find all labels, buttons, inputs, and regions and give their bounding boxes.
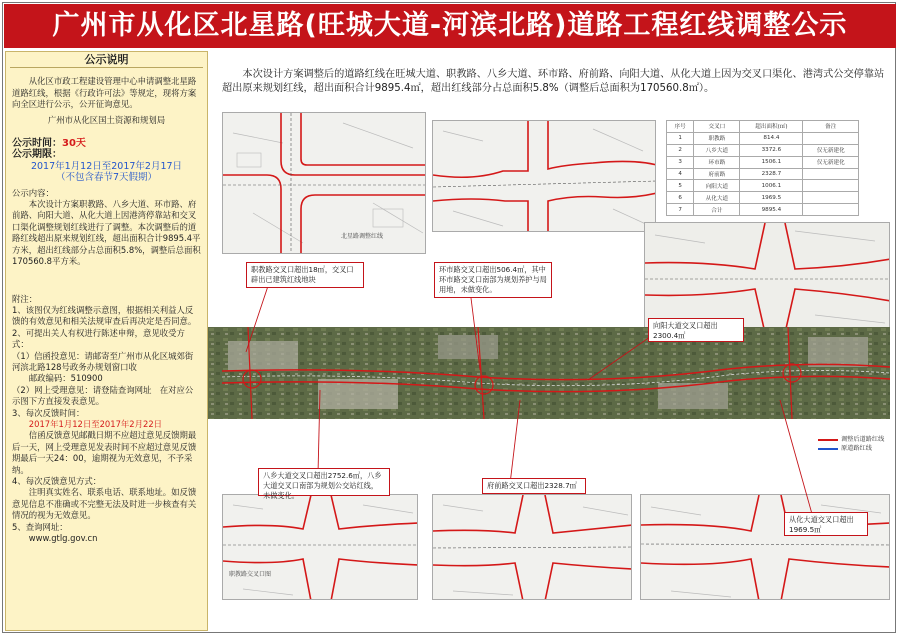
table-cell: 1: [667, 132, 694, 144]
dates-note: （不包含春节7天假期）: [55, 172, 158, 184]
table-cell: 7: [667, 204, 694, 216]
callout-baxiang: 八乡大道交叉口超出2752.6㎡，八乡大道交叉口南部为规划公交站红线，未做变化。: [258, 468, 390, 496]
callout-xiangyang: 向阳大道交叉口超出2300.4㎡: [648, 318, 744, 342]
note-3-value: 2017年1月12日至2017年2月22日: [28, 418, 163, 429]
table-header: 交叉口: [694, 121, 740, 133]
table-cell: 2328.7: [740, 168, 803, 180]
content-label: 公示内容：: [12, 187, 54, 198]
note-3-text: 信函反馈意见邮戳日期不应超过意见反馈期最后一天，网上受理意见发表时间不应超过意见反馈期最后一天24：00，逾期视为无效意见，不予采纳。: [12, 430, 197, 475]
table-cell: 3: [667, 156, 694, 168]
table-cell: 9895.4: [740, 204, 803, 216]
callout-fuqian: 府前路交叉口超出2328.7㎡: [482, 478, 586, 494]
table-cell: 从化大道: [694, 192, 740, 204]
table-cell: 3372.6: [740, 144, 803, 156]
page-title: 广州市从化区北星路(旺城大道-河滨北路)道路工程红线调整公示: [4, 4, 896, 48]
table-header: 备注: [803, 121, 859, 133]
legend-line-blue: [818, 448, 838, 450]
table-cell: 1969.5: [740, 192, 803, 204]
table-cell: 八乡大道: [694, 144, 740, 156]
table-cell: 6: [667, 192, 694, 204]
note-3-label: 3、每次反馈时间：: [12, 407, 85, 418]
note-2b: 邮政编码：510900: [28, 373, 103, 384]
note-4: 4、每次反馈意见方式：: [12, 476, 102, 486]
table-cell: 环市路: [694, 156, 740, 168]
table-cell: 2: [667, 144, 694, 156]
table-cell: 府前路: [694, 168, 740, 180]
dates-label: 公示期限：: [12, 149, 62, 161]
legend-label-original: 原道路红线: [841, 445, 872, 452]
table-cell: 1506.1: [740, 156, 803, 168]
period-value: 30天: [62, 138, 86, 150]
map-label-2: 职教路交叉口图: [229, 571, 272, 578]
notes-label: 附注：: [12, 293, 38, 304]
legend-line-red: [818, 439, 838, 441]
intro-paragraph: 本次设计方案调整后的道路红线在旺城大道、职教路、八乡大道、环市路、府前路、向阳大道、从化大道上因为交叉口渠化、港湾式公交停靠站超出原来规划红线，超出面积合计9895.4㎡，超出红线部分占总面积5.8%（调整后总面积为170560.8㎡）。: [222, 69, 885, 94]
notice-header: 公示说明: [10, 52, 203, 68]
note-1: 1、该图仅为红线调整示意图，根据相关利益人反馈的有效意见和相关法规审查后再决定是否同意。: [12, 304, 197, 327]
note-4-text: 注明真实姓名、联系电话、联系地址。如反馈意见信息不准确或不完整无法及时进一步核查有关情况的视为无效意见。: [12, 487, 197, 521]
query-url[interactable]: www.gtlg.gov.cn: [28, 533, 98, 544]
legend-label-adjusted: 调整后道路红线: [841, 436, 885, 443]
callout-conghua: 从化大道交叉口超出1969.5㎡: [784, 512, 868, 536]
note-2a: （1）信函投意见：请邮寄至广州市从化区城郊街河滨北路128号政务办规划窗口收: [12, 350, 194, 372]
note-2c: （2）网上受理意见：请登陆查询网址 在对应公示图下方直接发表意见。: [12, 384, 194, 407]
table-cell: 仅无新建化: [803, 156, 859, 168]
table-cell: 1006.1: [740, 180, 803, 192]
period-label: 公示时间：: [12, 138, 62, 150]
callout-zhijiao: 职教路交叉口超出18㎡，交叉口辟出已建筑红线地块: [246, 262, 364, 288]
table-cell: 职教路: [694, 132, 740, 144]
notice-org: 广州市从化区国土资源和规划局: [47, 114, 166, 125]
legend-item-adjusted: [818, 435, 888, 444]
note-5: 5、查询网址：: [12, 521, 68, 532]
map-legend: [818, 435, 888, 453]
table-cell: 4: [667, 168, 694, 180]
table-cell: 5: [667, 180, 694, 192]
table-cell: 向阳大道: [694, 180, 740, 192]
table-cell: 仅无新建化: [803, 144, 859, 156]
content-text: 本次设计方案职教路、八乡大道、环市路、府前路、向阳大道、从化大道上因港湾停靠站和交叉口渠化调整规划红线进行了调整。本次调整后的道路红线超出原来规划红线，超出面积合计9895.4平方米，超出红线部分占总面积5.8%，调整后总面积170560.8平方米。: [12, 199, 201, 267]
note-2: 2、可提出关人有权进行陈述申辩，意见收受方式：: [12, 327, 185, 350]
table-cell: 814.4: [740, 132, 803, 144]
table-header: 序号: [667, 121, 694, 133]
dates-value: 2017年1月12日至2017年2月17日: [30, 160, 183, 172]
callout-huanshi: 环市路交叉口超出506.4㎡，其中环市路交叉口南部为规划养护与局用地，未做变化。: [434, 262, 552, 298]
notice-intro: 从化区市政工程建设管理中心申请调整北星路道路红线，根据《行政许可法》等规定，现将方案向全区进行公示，公开征询意见。: [12, 76, 197, 110]
legend-item-original: [818, 444, 888, 453]
map-label-1: 北星路调整红线: [341, 233, 384, 240]
table-cell: 合计: [694, 204, 740, 216]
table-header: 超出面积(㎡): [740, 121, 803, 133]
